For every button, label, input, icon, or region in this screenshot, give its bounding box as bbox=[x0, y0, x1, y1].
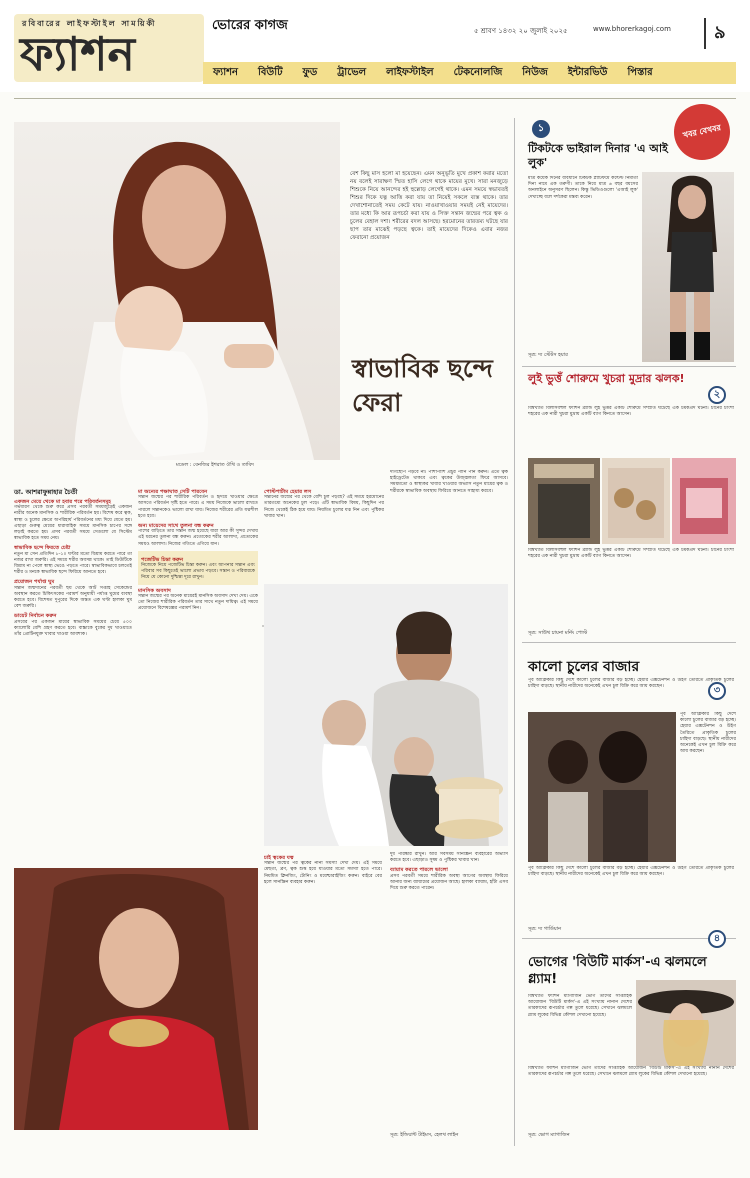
hair-market-illustration bbox=[528, 712, 676, 862]
col1-sub-3: প্রয়োজন পর্যাপ্ত ঘুম bbox=[14, 579, 55, 586]
site-url[interactable]: www.bhorerkagoj.com bbox=[593, 25, 671, 33]
col1-text-3: সন্তান জন্মদানের পরবর্তী ছয় থেকে আট সপ্তাহ সেকেন্ডের অবস্থান করতে চিকিৎসকের পরামর্শ অনুযায়ী পর্যাপ্ত ঘুমের ব্যবস্থা করতে হবে। বিশেষত দুপুরের দিকে অন্তত এক ঘণ্টা হালকা ঘুম বেশ জরুরি। bbox=[14, 585, 132, 610]
lead-column-3 bbox=[264, 486, 384, 582]
news-4-body-2: বিশ্বখ্যাত ফ্যাশন ম্যাগাজিন ভোগ তাদের সাপ্তাহিক আয়োজন 'বিউটি মার্কস'-এ এই সংখ্যায় নানান দেশের তারকাদের রূপচর্চার গল্প তুলে ধরেছে। সেখানে ঝলমলে গ্ল্যাম লুকের বিভিন্ন কৌশল দেখানো হয়েছে। bbox=[528, 1066, 734, 1078]
news-4-body: বিশ্বখ্যাত ফ্যাশন ম্যাগাজিন ভোগ তাদের সাপ্তাহিক আয়োজন 'বিউটি মার্কস'-এ এই সংখ্যায় নানান দেশের তারকাদের রূপচর্চার গল্প তুলে ধরেছে। সেখানে ঝলমলে গ্ল্যাম লুকের বিভিন্ন কৌশল দেখানো হয়েছে। bbox=[528, 994, 632, 1018]
column-divider bbox=[514, 118, 515, 1146]
stamp-label: খবর বেখবর bbox=[681, 122, 722, 140]
news-3-body-side: পূর্ব আফ্রিকার কিছু দেশে কালো চুলের বাজার বড় হচ্ছে। হেয়ার এক্সটেনশন ও উইগ তৈরিতে প্রাকৃতিক চুলের চাহিদা বাড়ছে। স্থানীয় নারীদের অনেকেই এখন চুল বিক্রি করে আয় করছেন। bbox=[680, 712, 736, 755]
masthead-title: ফ্যাশন bbox=[20, 27, 135, 81]
col2-text-1: সন্তান জন্মের পর শারীরিক পরিবর্তন ও হৃদয়ে খাওয়ার ক্ষেত্রে আসতে পরিবর্তন সৃষ্টি হতে পারে। এ সময় নিজেকে ভালো রাখতে পারলে সন্তানকেও ভালো রাখা যায়। নিজের শরীরের প্রতি যত্নশীল হতে হবে। bbox=[138, 495, 258, 519]
nav-item-interview[interactable]: ইন্টারভিউ bbox=[567, 66, 608, 78]
news-1-headline: টিকটকে ভাইরাল দিনার 'এ আই লুক' bbox=[528, 142, 668, 169]
col2-sub-1: মা অন্যের পক্ষাঘাত সেটি পারবেন bbox=[138, 489, 208, 495]
news-1-illustration bbox=[642, 172, 734, 362]
coins-illustration bbox=[602, 458, 670, 544]
nav-item-news[interactable]: নিউজ bbox=[522, 66, 548, 78]
col2-text-3: নিজেকে নিয়ে পজেটিভ চিন্তা করুন। এবং আপনার সন্তান এবং পরিবার সব কিছুতেই ভালো প্রভাব পড়বে। সন্তান ও পরিবারকে নিয়ে যে কোনো দুশ্চিন্তা দূরে রাখুন। bbox=[141, 563, 255, 581]
news-2-source: সূত্র: সাউথ চায়না মর্নিং পোস্ট bbox=[528, 630, 588, 636]
nav-item-pistar[interactable]: পিস্তার bbox=[627, 66, 653, 78]
lead-headline: স্বাভাবিক ছন্দে ফেরা bbox=[352, 354, 493, 417]
red-dress-photo bbox=[14, 868, 258, 1130]
col1-sub-1: একজন মেয়ে থেকে মা হবার পরে পরিবর্তনসমূহ bbox=[14, 499, 112, 505]
col1-sub-2: স্বাভাবিক ছন্দে ফিরতে চেষ্টা bbox=[14, 545, 71, 552]
col2-sub-4: মানসিক অবসাদ bbox=[138, 587, 171, 594]
lead-column-6 bbox=[390, 852, 508, 1122]
masthead bbox=[0, 0, 750, 92]
nav-item-fashion[interactable]: ফ্যাশন bbox=[213, 66, 238, 78]
col1-text-4: প্রসবের পর একজন মায়ের স্বাভাবিক সময়ের চেয়ে ৫০০ ক্যালোরি বেশি গ্রহণ করতে হবে। বাচ্চাকে বুকের দুধ খাওয়াতে তাঁর প্রোটিনযুক্ত খাবার খাওয়া আবশ্যক। bbox=[14, 619, 132, 638]
masthead-rule bbox=[14, 98, 736, 99]
nav-item-lifestyle[interactable]: লাইফস্টাইল bbox=[386, 66, 434, 78]
hat-woman-illustration bbox=[636, 980, 736, 1066]
bags-illustration bbox=[672, 458, 736, 544]
col1-text-2: নতুন মা সেন প্রতিদিন ৮-১০ ঘণ্টার মতো বিশ্রাম করতে পারে তা নজর রাখা জরুরি। এই সময়ে শরীর অবসন্ন থাকে। তাই ডিউটিকে বিশ্রাম না পেলে স্বাস্থ্য ভেঙে পড়তে পারে। স্বাভাবিকভাবে চলতেই শরীর ও মনকে স্বাভাবিক ছন্দে ফিরিয়ে আনতে হবে। bbox=[14, 551, 132, 576]
news-3-headline: কালো চুলের বাজার bbox=[528, 659, 640, 675]
section-nav bbox=[203, 62, 736, 84]
issue-date: ৫ শ্রাবণ ১৪৩২ ২০ জুলাই ২০২৫ bbox=[474, 27, 568, 35]
news-3-body: পূর্ব আফ্রিকার কিছু দেশে কালো চুলের বাজার বড় হচ্ছে। হেয়ার এক্সটেনশন ও উইগ তৈরিতে প্রাকৃতিক চুলের চাহিদা বাড়ছে। স্থানীয় নারীদের অনেকেই এখন চুল বিক্রি করে আয় করছেন। bbox=[528, 678, 734, 690]
col3-sub-1: পোস্টপার্টাম হেয়ার লস bbox=[264, 489, 312, 495]
news-badge-4: ৪ bbox=[708, 930, 726, 948]
news-badge-1: ১ bbox=[532, 120, 550, 138]
news-2-photo-bags bbox=[672, 458, 736, 544]
lead-column-1 bbox=[14, 496, 132, 866]
khobor-stamp-icon bbox=[669, 99, 735, 165]
lead-photo-mother-baby bbox=[14, 122, 340, 460]
news-3-photo bbox=[528, 712, 676, 862]
nav-item-travel[interactable]: ট্রাভেল bbox=[337, 66, 367, 78]
lead-photo-caption: মডেল : বেনজির ইশরাত ঔথি ও তাবিদ bbox=[176, 462, 254, 468]
col2-highlight-box bbox=[138, 551, 258, 585]
lead-photo-illustration bbox=[14, 122, 340, 460]
col2-sub-3: পজেটিভ চিন্তা করুন bbox=[141, 556, 184, 563]
side-rule-2 bbox=[522, 642, 736, 643]
col6-sub-2: ব্যায়াম করতে পারলে ভালো bbox=[390, 867, 448, 874]
news-2-headline: লুই ভুত্তঁ শোরুমে খুচরা মুদ্রার ঝলক! bbox=[528, 372, 685, 385]
side-rule-3 bbox=[522, 938, 736, 939]
lead-column-2 bbox=[138, 486, 258, 866]
news-2-photo-coins bbox=[602, 458, 670, 544]
col3-text-1: সন্তানের জন্মের পর থেকে বেশি চুল পড়ছে? এই সময়ে হরমোনের তারতম্যে অনেকের চুল পড়ে। এটি স্বাভাবিক বিষয়, কিছুদিন পর নিজে থেকেই ঠিক হয়ে যায়। নিয়মিত চুলের যত্ন নিন এবং পুষ্টিকর খাবার খান। bbox=[264, 495, 384, 519]
news-1-photo bbox=[642, 172, 734, 362]
nav-item-beauty[interactable]: বিউটি bbox=[258, 66, 283, 78]
red-dress-illustration bbox=[14, 868, 258, 1130]
masthead-tagline: রবিবারের লাইফস্টাইল সাময়িকী bbox=[22, 19, 157, 28]
page-number: ৯ bbox=[704, 18, 726, 49]
paper-name: ভোরের কাগজ bbox=[212, 18, 288, 33]
news-4-photo bbox=[636, 980, 736, 1066]
col2-sub-2: অন্য মায়েদের সাথে তুলনা বন্ধ করুন bbox=[138, 523, 214, 530]
col1-sub-4: ডায়েট নির্বাচন করুন bbox=[14, 613, 57, 620]
lead-column-5 bbox=[264, 852, 382, 1132]
lead-source: সূত্র: ইন্ডিয়ান্ট টাইমস, হেলথ লাইন bbox=[390, 1132, 459, 1138]
news-4-source: সূত্র: ভোগ ম্যাগাজিন bbox=[528, 1132, 570, 1138]
col6-text-2: প্রসব পরবর্তী সময়ে শারীরিক অবস্থা আগের অবস্থায় ফিরিয়ে আনার জন্য ব্যায়ামের প্রয়োজন আছে। হালকা ব্যায়াম, হাঁটা এসব দিয়ে শুরু করতে পারেন। bbox=[390, 873, 508, 892]
news-1-body: মাত্র কয়েক দিনের ব্যবধানে টিকটক প্ল্যাটফর্মে কন্টেন্ট নির্মাতা দিনা নামে এক তরুণী। তাকে নিয়ে মাত্র ৬ বছর বয়সের অনলাইনে অনুসরণ ছিলেন। কিন্তু ভিডিওগুলো 'এআই লুক' দেখাচ্ছে বলে দর্শকেরা মন্তব্য করেন। bbox=[528, 176, 638, 200]
nav-item-technology[interactable]: টেকনোলজি bbox=[453, 66, 503, 78]
col5-sub-1: চাই ত্বকের যত্ন bbox=[264, 855, 294, 861]
news-badge-2: ২ bbox=[708, 386, 726, 404]
lead-intro: বেশ কিছু মাস হলো মা হয়েছেন। এমন অনুভূতি মুখে প্রকাশ করার মতো নয় বলেই সারাক্ষণ স্মিত হাসি লেগে থাকে মায়ের মুখে। সারা মনজুড়ে শিশুকে নিয়ে আনন্দের হই হুল্লোড় লেগেই থাকে। এমন সময়ে স্বভাবতই শিশুর দিকে যত্ন আত্তি করা যায় তা নিয়েই সকলে ব্যস্ত থাকে। তার দেখাশোনাতেই সময় কেটে যায়। নাওয়াখাওয়ার সময়ই নেই মায়েদের। তার মধ্যে কি আর রূপচর্চা করা যায় ও সিক্ত সন্তান জন্মের পরে ত্বক ও চুলের বেহাল দশা। শরীরের বদল আসছে। হরমোনের তারতম্য ঘটছে যার ছাপ তার মাঝেই পড়ছে ত্বকে। তাই মায়েদের দিকেও এবার নজর ফেরানো প্রয়োজন bbox=[350, 171, 508, 241]
family-photo-illustration bbox=[264, 584, 508, 846]
news-3-source: সূত্র: দ্য গার্ডিয়ান bbox=[528, 926, 562, 932]
author-byline: ডা. আশরাফুন্নাহার চৈতী bbox=[14, 488, 78, 496]
family-photo bbox=[264, 584, 508, 846]
news-4-headline: ভোগের 'বিউটি মার্কস'-এ ঝলমলে গ্ল্যাম! bbox=[528, 955, 707, 987]
store-illustration bbox=[528, 458, 600, 544]
news-badge-3: ৩ bbox=[708, 682, 726, 700]
nav-item-food[interactable]: ফুড bbox=[302, 66, 318, 78]
side-rule-1 bbox=[522, 366, 736, 367]
col6-text-1: দুধ পরিষ্কার রাখুন। আর সবসময় সানস্ক্রিন ব্যবহারের অভ্যাস করতে হবে। এছাড়াও সুষম ও পুষ্টিকর খাবার খান। bbox=[390, 852, 508, 864]
news-3-body-2: পূর্ব আফ্রিকার কিছু দেশে কালো চুলের বাজার বড় হচ্ছে। হেয়ার এক্সটেনশন ও উইগ তৈরিতে প্রাকৃতিক চুলের চাহিদা বাড়ছে। স্থানীয় নারীদের অনেকেই এখন চুল বিক্রি করে আয় করছেন। bbox=[528, 866, 734, 878]
col2-text-4: সন্তান জন্মের পর অনেক মায়েরই মানসিক অবসাদ দেখা দেয়। একে তো নিজের শারীরিক পরিবর্তন তার সাথে নতুন দায়িত্ব। এই সময়ে প্রয়োজনে বিশেষজ্ঞের পরামর্শ নিন। bbox=[138, 593, 258, 612]
col2-text-2: পাশের বাড়িতে তার সন্তান জন্ম হয়েছে যারা আর কী সুন্দর দেখায় এই ধরনের তুলনা বন্ধ করুন। প্রত্যেকের শরীর আলাদা, প্রত্যেকের সময়ও আলাদা। নিজের গতিতে এগিয়ে যান। bbox=[138, 529, 258, 547]
news-2-body: বিশ্বখ্যাত বিলাসবহুল ফ্যাশন ব্র্যান্ড লুই ভুত্তঁর একটি শোরুমে সম্প্রতি ঘটেছে এক চমকপ্রদ ঘটনা। চীনের চাংশা শহরের এক নারী খুচরা মুদ্রায় একটি ব্যাগ কিনতে আসেন। bbox=[528, 406, 734, 418]
col1-text-1: গর্ভধারণ থেকে শুরু করে প্রসব পরবর্তী সময়জুড়েই একজন নারীর অনেক মানসিক ও শারীরিক পরিবর্তন হয়। বিশেষ করে ত্বক, স্বাস্থ্য ও চুলের ক্ষেত্রে অপরিহার্য পরিবর্তনের মধ্য দিয়ে যেতে হয়। এছাড়া গুরুত্ব মেয়ের ধারাবাহিক সময়ে মানসিক চাপের সঙ্গে লড়াই করতে হয়। প্রসব পরবর্তী সময়ে সেগুলো যে সিস্টেম স্বাভাবিক হতে সময় নেয়। bbox=[14, 505, 132, 542]
news-2-photo-store bbox=[528, 458, 600, 544]
news-2-body-2: বিশ্বখ্যাত বিলাসবহুল ফ্যাশন ব্র্যান্ড লুই ভুত্তঁর একটি শোরুমে সম্প্রতি ঘটেছে এক চমকপ্রদ ঘটনা। চীনের চাংশা শহরের এক নারী খুচরা মুদ্রায় একটি ব্যাগ কিনতে আসেন। bbox=[528, 548, 734, 560]
col5-text-1: সন্তান জন্মের পর ত্বকের নানা সমস্যা দেখা দেয়। এই সময়ে মেছতা, ব্রণ, ত্বক শুষ্ক হয়ে যাওয়ার মতো সমস্যা হতে পারে। নিয়মিত ক্লিনজিং, টোনিং ও ময়েশ্চারাইজিং করুন। বাইরে বের হলে সানস্ক্রিন ব্যবহার করুন। bbox=[264, 861, 382, 885]
lead-column-4: দাগছোপ পড়বে না। পাশাপাশি প্রচুর পানি পান করুন। এতে ত্বক হাইড্রেটেড থাকবে এবং ত্বকের উজ্জ্বলতা ফিরে আসবে। সময়মতো ও স্বাস্থ্যকর খাবার খাওয়ার অভ্যাস নতুন মায়ের ত্বক ও শরীরকে স্বাভাবিক অবস্থায় ফিরিয়ে আনতে সাহায্য করবে। bbox=[390, 470, 508, 494]
news-1-source: সূত্র: দ্য স্টেটস হয়ার bbox=[528, 352, 568, 358]
